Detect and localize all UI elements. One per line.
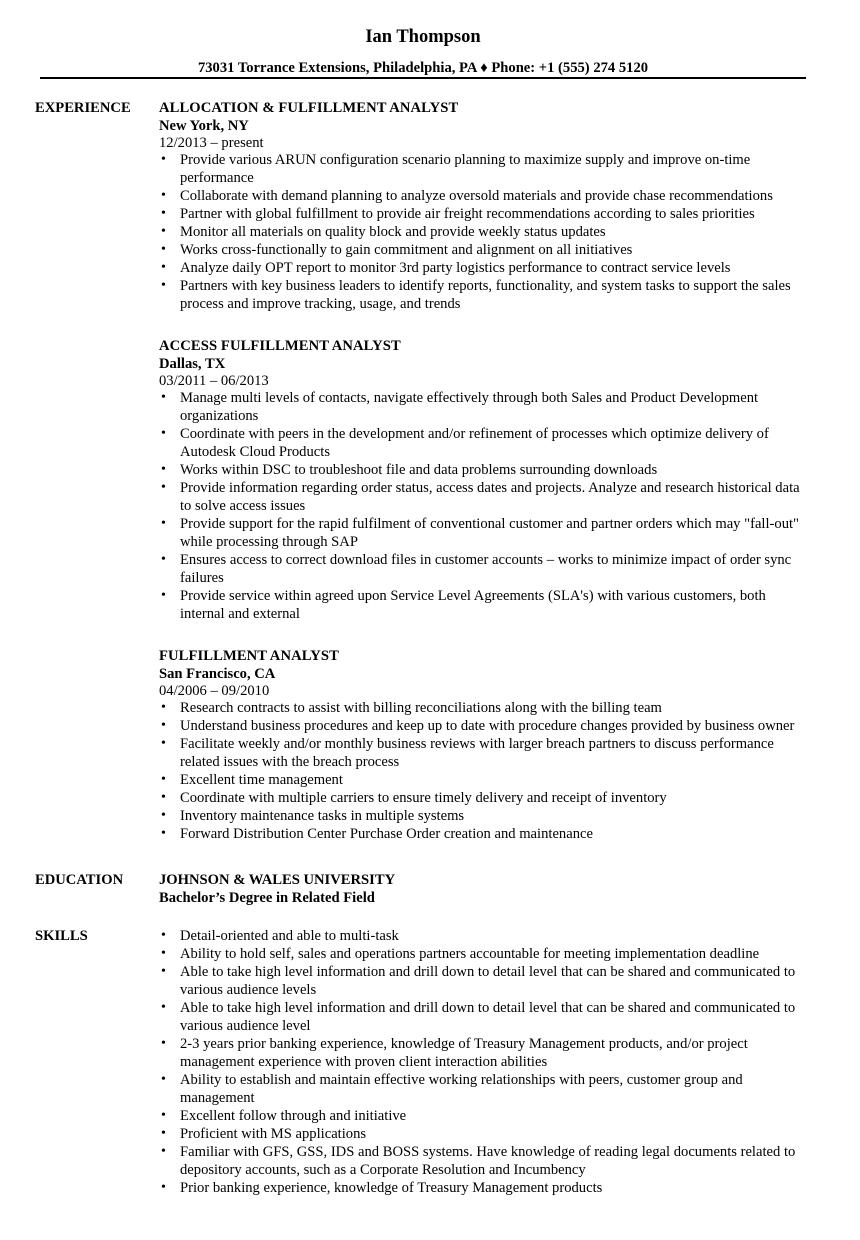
job-bullet-text: Works within DSC to troubleshoot file and data problems surrounding downloads: [180, 462, 658, 478]
job-bullet-text: Research contracts to assist with billing reconciliations along with the billing team: [180, 700, 662, 716]
job-bullet: [159, 735, 810, 771]
bullet-icon: •: [161, 552, 166, 567]
bullet-icon: •: [161, 808, 166, 823]
bullet-icon: •: [161, 736, 166, 751]
bullet-icon: •: [161, 188, 166, 203]
skills-content: [159, 927, 819, 1197]
bullet-icon: •: [161, 1126, 166, 1141]
school-name: JOHNSON & WALES UNIVERSITY: [159, 872, 396, 888]
skill-text: Excellent follow through and initiative: [180, 1108, 407, 1124]
job-bullet: [159, 587, 810, 623]
bullet-icon: •: [161, 946, 166, 961]
skill-item: [159, 999, 810, 1035]
skill-item: [159, 1071, 810, 1107]
bullet-icon: •: [161, 480, 166, 495]
resume-name: Ian Thompson: [365, 27, 481, 47]
bullet-icon: •: [161, 790, 166, 805]
job-title: FULFILLMENT ANALYST: [159, 648, 339, 664]
skill-text: Prior banking experience, knowledge of Treasury Management products: [180, 1180, 603, 1196]
job-location: New York, NY: [159, 118, 249, 134]
job-bullet-text: Understand business procedures and keep up to date with procedure changes provided by business owner: [180, 718, 795, 734]
skill-text: Familiar with GFS, GSS, IDS and BOSS systems. Have knowledge of reading legal documents related to depository accounts, such as a Corporate Resolution and Incumbency: [180, 1144, 796, 1178]
job-dates: 12/2013 – present: [159, 135, 264, 151]
bullet-icon: •: [161, 772, 166, 787]
job-bullet-text: Works cross-functionally to gain commitment and alignment on all initiatives: [180, 242, 633, 258]
job-entry: [159, 647, 819, 843]
job-bullet-text: Facilitate weekly and/or monthly business reviews with larger breach partners to discuss performance related issues with the breach process: [180, 736, 774, 770]
education-content: [159, 871, 819, 907]
job-bullet-text: Analyze daily OPT report to monitor 3rd party logistics performance to contract service levels: [180, 260, 731, 276]
bullet-icon: •: [161, 826, 166, 841]
skills-heading: SKILLS: [35, 928, 88, 944]
bullet-icon: •: [161, 224, 166, 239]
job-bullet: [159, 259, 810, 277]
job-bullet: [159, 205, 810, 223]
experience-heading: EXPERIENCE: [35, 100, 131, 116]
job-bullet-list: [159, 699, 819, 843]
skill-item: [159, 1035, 810, 1071]
job-bullet: [159, 277, 810, 313]
bullet-icon: •: [161, 206, 166, 221]
job-bullet-text: Partner with global fulfillment to provide air freight recommendations according to sales priorities: [180, 206, 755, 222]
job-bullet-text: Coordinate with peers in the development and/or refinement of processes which optimize delivery of Autodesk Cloud Products: [180, 426, 769, 460]
header-divider: [40, 77, 806, 79]
skill-item: [159, 1179, 810, 1197]
bullet-icon: •: [161, 462, 166, 477]
job-bullet: [159, 187, 810, 205]
education-heading: EDUCATION: [35, 872, 124, 888]
bullet-icon: •: [161, 1180, 166, 1195]
bullet-icon: •: [161, 1072, 166, 1087]
job-title: ACCESS FULFILLMENT ANALYST: [159, 338, 401, 354]
degree: Bachelor’s Degree in Related Field: [159, 890, 375, 906]
skill-text: Able to take high level information and drill down to detail level that can be shared and communicated to various audience level: [180, 1000, 796, 1034]
job-bullet: [159, 807, 810, 825]
job-bullet: [159, 789, 810, 807]
job-dates: 03/2011 – 06/2013: [159, 373, 269, 389]
job-bullet-text: Provide support for the rapid fulfilment of conventional customer and partner orders which may "fall-out" while processing through SAP: [180, 516, 800, 550]
job-location: Dallas, TX: [159, 356, 226, 372]
skill-item: [159, 1143, 810, 1179]
job-bullet: [159, 223, 810, 241]
skill-item: [159, 1125, 810, 1143]
job-bullet: [159, 771, 810, 789]
bullet-icon: •: [161, 390, 166, 405]
bullet-icon: •: [161, 426, 166, 441]
bullet-icon: •: [161, 718, 166, 733]
skill-text: Ability to establish and maintain effective working relationships with peers, customer group and management: [180, 1072, 743, 1106]
job-bullet-text: Manage multi levels of contacts, navigate effectively through both Sales and Product Development organizations: [180, 390, 759, 424]
bullet-icon: •: [161, 278, 166, 293]
skill-text: 2-3 years prior banking experience, knowledge of Treasury Management products, and/or project management experience with proven client interaction abilities: [180, 1036, 748, 1070]
bullet-icon: •: [161, 964, 166, 979]
bullet-icon: •: [161, 242, 166, 257]
job-bullet: [159, 479, 810, 515]
job-bullet: [159, 825, 810, 843]
job-bullet: [159, 241, 810, 259]
job-bullet: [159, 461, 810, 479]
job-bullet: [159, 551, 810, 587]
bullet-icon: •: [161, 1108, 166, 1123]
bullet-icon: •: [161, 928, 166, 943]
job-bullet-text: Forward Distribution Center Purchase Order creation and maintenance: [180, 826, 593, 842]
skill-text: Ability to hold self, sales and operations partners accountable for meeting implementation deadline: [180, 946, 760, 962]
skill-text: Detail-oriented and able to multi-task: [180, 928, 399, 944]
bullet-icon: •: [161, 152, 166, 167]
job-entry: [159, 99, 819, 313]
skill-item: [159, 927, 810, 945]
job-bullet-list: [159, 389, 819, 623]
skill-text: Able to take high level information and drill down to detail level that can be shared and communicated to various audience levels: [180, 964, 796, 998]
job-bullet-text: Coordinate with multiple carriers to ensure timely delivery and receipt of inventory: [180, 790, 667, 806]
skills-list: [159, 927, 819, 1197]
job-title: ALLOCATION & FULFILLMENT ANALYST: [159, 100, 459, 116]
job-bullet-text: Ensures access to correct download files in customer accounts – works to minimize impact of order sync failures: [180, 552, 792, 586]
job-bullet-text: Partners with key business leaders to identify reports, functionality, and system tasks to support the sales process and improve tracking, usage, and trends: [180, 278, 791, 312]
bullet-icon: •: [161, 1036, 166, 1051]
job-bullet: [159, 151, 810, 187]
bullet-icon: •: [161, 700, 166, 715]
skill-item: [159, 945, 810, 963]
job-bullet-text: Provide various ARUN configuration scenario planning to maximize supply and improve on-time performance: [180, 152, 751, 186]
bullet-icon: •: [161, 588, 166, 603]
skill-text: Proficient with MS applications: [180, 1126, 367, 1142]
bullet-icon: •: [161, 1144, 166, 1159]
job-bullet-text: Monitor all materials on quality block and provide weekly status updates: [180, 224, 606, 240]
experience-content: [159, 99, 819, 867]
skill-item: [159, 1107, 810, 1125]
job-bullet: [159, 717, 810, 735]
job-bullet: [159, 699, 810, 717]
job-bullet: [159, 389, 810, 425]
skill-item: [159, 963, 810, 999]
job-bullet-list: [159, 151, 819, 313]
bullet-icon: •: [161, 516, 166, 531]
job-bullet-text: Inventory maintenance tasks in multiple systems: [180, 808, 465, 824]
bullet-icon: •: [161, 260, 166, 275]
job-location: San Francisco, CA: [159, 666, 276, 682]
job-bullet-text: Excellent time management: [180, 772, 343, 788]
job-bullet: [159, 425, 810, 461]
job-bullet-text: Collaborate with demand planning to analyze oversold materials and provide chase recommendations: [180, 188, 773, 204]
job-dates: 04/2006 – 09/2010: [159, 683, 270, 699]
contact-line: 73031 Torrance Extensions, Philadelphia, PA ♦ Phone: +1 (555) 274 5120: [197, 60, 649, 76]
job-bullet-text: Provide information regarding order status, access dates and projects. Analyze and research historical data to solve access issues: [180, 480, 800, 514]
job-entry: [159, 337, 819, 623]
bullet-icon: •: [161, 1000, 166, 1015]
job-bullet: [159, 515, 810, 551]
job-bullet-text: Provide service within agreed upon Service Level Agreements (SLA's) with various customers, both internal and external: [180, 588, 766, 622]
